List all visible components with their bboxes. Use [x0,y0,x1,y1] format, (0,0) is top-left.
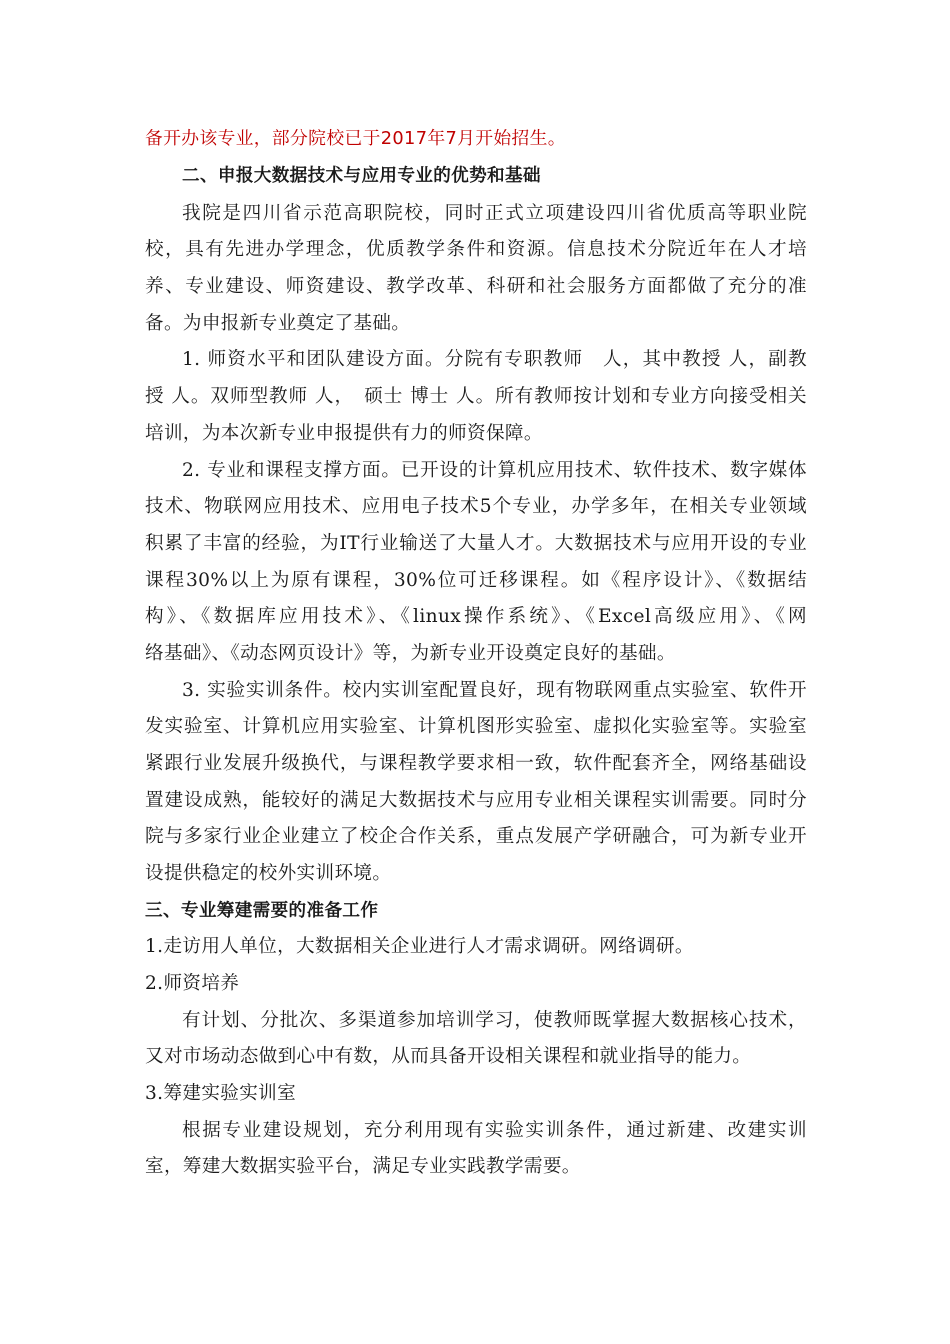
text-line: 3.筹建实验实训室 [145,1083,297,1104]
text-line: 有计划、分批次、多渠道参加培训学习，使教师既掌握大数据核心技术， [182,1010,807,1031]
text-line: 2. 专业和课程支撑方面。已开设的计算机应用技术、软件技术、数字媒体 [182,460,807,481]
text-line: 培训，为本次新专业申报提供有力的师资保障。 [145,423,543,444]
text-line: 根据专业建设规划，充分利用现有实验实训条件，通过新建、改建实训 [182,1120,807,1141]
text-line: 2.师资培养 [145,973,240,994]
text-line: 室，筹建大数据实验平台，满足专业实践教学需要。 [145,1156,581,1177]
text-line: 发实验室、计算机应用实验室、计算机图形实验室、虚拟化实验室等。实验室 [145,716,807,737]
text-line: 3. 实验实训条件。校内实训室配置良好，现有物联网重点实验室、软件开 [182,680,807,701]
text-line: 设提供稳定的校外实训环境。 [145,863,392,884]
text-line: 络基础》、《动态网页设计》等，为新专业开设奠定良好的基础。 [145,643,676,664]
text-line: 院与多家行业企业建立了校企合作关系，重点发展产学研融合，可为新专业开 [145,826,807,847]
section-heading: 三、专业筹建需要的准备工作 [145,901,379,921]
section-heading: 二、申报大数据技术与应用专业的优势和基础 [182,166,541,186]
text-line: 课程30%以上为原有课程，30%位可迁移课程。如《程序设计》、《数据结 [145,570,807,591]
text-line: 我院是四川省示范高职院校，同时正式立项建设四川省优质高等职业院 [182,203,807,224]
text-line: 置建设成熟，能较好的满足大数据技术与应用专业相关课程实训需要。同时分 [145,790,807,811]
text-line: 备开办该专业，部分院校已于2017年7月开始招生。 [145,128,566,149]
text-line: 构》、《数据库应用技术》、《linux操作系统》、《Excel高级应用》、《网 [145,606,807,627]
text-line: 又对市场动态做到心中有数，从而具备开设相关课程和就业指导的能力。 [145,1046,752,1067]
text-line: 1.走访用人单位，大数据相关企业进行人才需求调研。网络调研。 [145,936,694,957]
text-line: 紧跟行业发展升级换代，与课程教学要求相一致，软件配套齐全，网络基础设 [145,753,807,774]
text-line: 校，具有先进办学理念，优质教学条件和资源。信息技术分院近年在人才培 [145,239,807,260]
text-line: 授 人。双师型教师 人， 硕士 博士 人。所有教师按计划和专业方向接受相关 [145,386,807,407]
text-line: 1. 师资水平和团队建设方面。分院有专职教师 人，其中教授 人，副教 [182,349,807,370]
text-line: 养、专业建设、师资建设、教学改革、科研和社会服务方面都做了充分的准 [145,276,807,297]
text-line: 积累了丰富的经验，为IT行业输送了大量人才。大数据技术与应用开设的专业 [145,533,807,554]
text-line: 技术、物联网应用技术、应用电子技术5个专业，办学多年，在相关专业领域 [145,496,807,517]
text-line: 备。为申报新专业奠定了基础。 [145,313,411,334]
